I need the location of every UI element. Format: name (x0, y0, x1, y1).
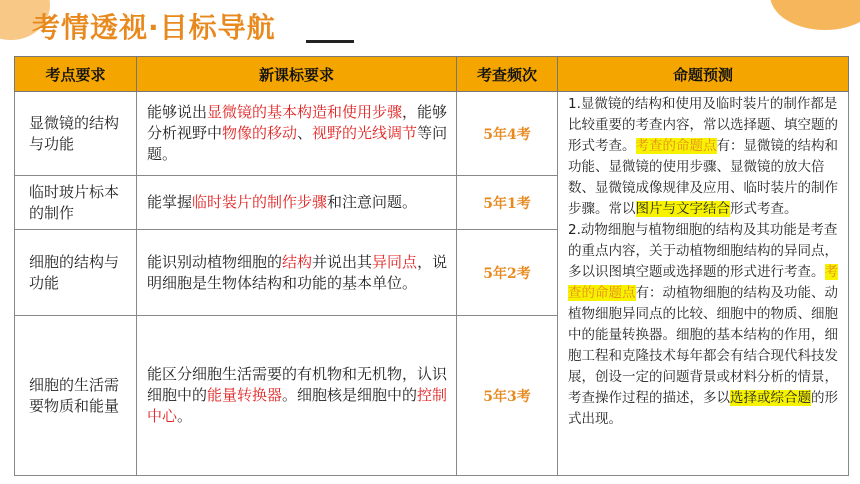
prediction-text: 有：动植物细胞的结构及功能、动植物细胞异同点的比较、细胞中的物质、细胞中的能量转换器。细胞的基本结构的作用，细胞工程和克隆技术每年都会有结合现代科技发展，创设一定的问题背景或材料分析的情景，考查操作过程的描述，多以 (568, 285, 838, 406)
table-row (15, 92, 849, 176)
prediction-highlight: 考查的命题点 (568, 264, 838, 301)
req-text: 并说出其 (312, 252, 373, 271)
req-highlight: 结构 (282, 252, 313, 271)
frequency-cell: 5年3考 (457, 316, 558, 476)
topic-cell: 临时玻片标本的制作 (15, 176, 137, 230)
req-highlight: 显微镜的基本构造和使用步骤 (207, 103, 403, 121)
prediction-text: 形式考查。 (730, 201, 798, 217)
frequency-cell: 5年2考 (457, 230, 558, 316)
req-text: ，能够分析视野中 (147, 103, 448, 142)
prediction-cell (558, 92, 849, 476)
header-prediction: 命题预测 (558, 57, 849, 92)
req-text: 等问题。 (147, 124, 448, 163)
req-text: 。细胞核是细胞中的 (282, 386, 418, 404)
req-highlight: 视野的光线调节 (312, 124, 418, 142)
req-highlight: 异同点 (372, 252, 418, 271)
frequency-cell: 5年1考 (457, 176, 558, 230)
req-text: 。 (177, 407, 193, 425)
header-requirement: 新课标要求 (137, 57, 457, 92)
prediction-text: 2.动物细胞与植物细胞的结构及其功能是考查的重点内容，关于动植物细胞结构的异同点，多以识图填空题或选择题的形式进行考查。 (568, 222, 838, 280)
requirement-cell (137, 230, 457, 316)
requirement-cell (137, 176, 457, 230)
header-topic: 考点要求 (15, 57, 137, 92)
prediction-text: 的形式出现。 (568, 390, 838, 427)
req-text: 能区分细胞生活需要的有机物和无机物，认识细胞中的 (147, 365, 448, 404)
prediction-text: 有：显微镜的结构和功能、显微镜的使用步骤、显微镜的放大倍数、显微镜成像规律及应用、临时装片的制作步骤。常以 (568, 138, 838, 217)
corner-decoration-right (770, 0, 860, 30)
requirement-cell (137, 316, 457, 476)
frequency-cell: 5年4考 (457, 92, 558, 176)
req-text: 和注意问题。 (327, 193, 418, 211)
requirement-cell (137, 92, 457, 176)
req-text: 能识别动植物细胞的 (147, 252, 283, 271)
exam-analysis-table (14, 56, 849, 476)
table-header-row (15, 57, 849, 92)
title-underline (306, 40, 354, 43)
req-highlight: 能量转换器 (207, 386, 283, 404)
prediction-highlight: 图片与文字结合 (635, 201, 730, 217)
prediction-highlight: 选择或综合题 (730, 390, 811, 406)
req-highlight: 物像的移动 (222, 124, 298, 142)
req-text: 能掌握 (147, 193, 193, 211)
req-text: ，说明细胞是生物体结构和功能的基本单位。 (147, 252, 448, 292)
topic-cell: 显微镜的结构与功能 (15, 92, 137, 176)
prediction-highlight: 考查的命题点 (635, 138, 717, 154)
topic-cell: 细胞的生活需要物质和能量 (15, 316, 137, 476)
req-highlight: 控制中心 (147, 386, 448, 425)
req-highlight: 临时装片的制作步骤 (192, 193, 328, 211)
page-title: 考情透视·目标导航 (32, 11, 276, 44)
req-text: 、 (297, 124, 313, 142)
topic-cell: 细胞的结构与功能 (15, 230, 137, 316)
req-text: 能够说出 (147, 103, 208, 121)
prediction-text: 1.显微镜的结构和使用及临时装片的制作都是比较重要的考查内容，常以选择题、填空题的形式考查。 (568, 96, 838, 154)
header-frequency: 考查频次 (457, 57, 558, 92)
